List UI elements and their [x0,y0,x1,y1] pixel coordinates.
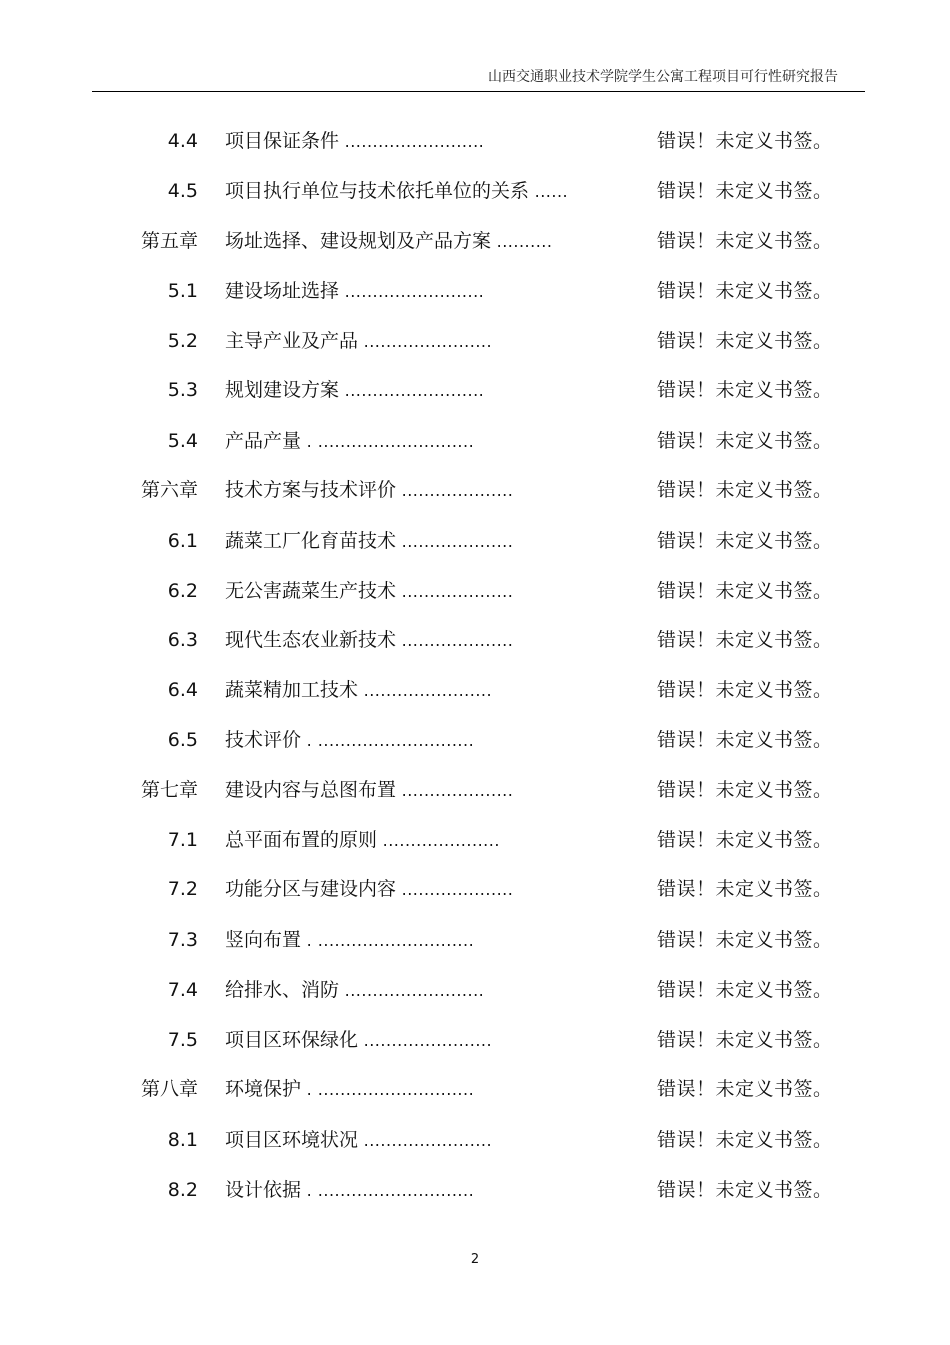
toc-entry-number: 8.1 [167,1129,198,1151]
toc-leader-dots: . ............................ [301,1080,475,1099]
toc-leader-dots: ......................... [339,132,485,151]
toc-entry-number: 6.4 [167,679,198,701]
toc-entry-number: 5.4 [167,430,198,452]
toc-entry-page: 错误！未定义书签。 [657,1179,833,1201]
toc-entry-page: 错误！未定义书签。 [657,829,833,851]
toc-leader-dots: ......................... [339,381,485,400]
toc-entry-page: 错误！未定义书签。 [657,330,833,352]
toc-entry-title: 蔬菜工厂化育苗技术 [225,530,397,552]
toc-chapter-number: 第七章 [140,779,198,801]
toc-chapter-number: 第六章 [140,479,198,501]
toc-entry-number: 5.3 [167,379,198,401]
toc-entry-page: 错误！未定义书签。 [657,530,833,552]
toc-leader-dots: ....................... [358,1131,493,1150]
toc-entry[interactable] [0,575,950,607]
toc-entry[interactable] [0,873,950,905]
toc-entry[interactable] [0,125,950,157]
toc-entry[interactable] [0,425,950,457]
toc-entry-page: 错误！未定义书签。 [657,779,833,801]
toc-entry-title: 竖向布置 [225,929,302,951]
toc-entry-number: 6.1 [167,530,198,552]
toc-entry-page: 错误！未定义书签。 [657,379,833,401]
toc-entry-number: 7.4 [167,979,198,1001]
toc-leader-dots: . ............................ [301,432,475,451]
toc-leader-dots: .................... [396,781,514,800]
toc-entry-title: 场址选择、建设规划及产品方案 [225,230,492,252]
toc-entry[interactable] [0,1174,950,1206]
toc-entry[interactable] [0,374,950,406]
toc-entry-page: 错误！未定义书签。 [657,979,833,1001]
toc-entry-number: 5.1 [167,280,198,302]
toc-entry-number: 7.5 [167,1029,198,1051]
toc-leader-dots: .................... [396,481,514,500]
toc-entry-page: 错误！未定义书签。 [657,280,833,302]
toc-entry-title: 总平面布置的原则 [225,829,378,851]
toc-entry[interactable] [0,624,950,656]
toc-entry-title: 建设内容与总图布置 [225,779,397,801]
toc-entry[interactable] [0,1024,950,1056]
toc-chapter-entry[interactable] [0,1073,950,1105]
toc-entry-page: 错误！未定义书签。 [657,580,833,602]
toc-entry[interactable] [0,674,950,706]
toc-entry-number: 6.5 [167,729,198,751]
toc-entry[interactable] [0,325,950,357]
toc-entry-title: 技术方案与技术评价 [225,479,397,501]
toc-entry-number: 8.2 [167,1179,198,1201]
toc-entry-number: 5.2 [167,330,198,352]
toc-leader-dots: ......................... [339,282,485,301]
toc-entry-title: 项目区环保绿化 [225,1029,359,1051]
toc-entry-title: 无公害蔬菜生产技术 [225,580,397,602]
toc-entry-title: 规划建设方案 [225,379,340,401]
toc-leader-dots: .................... [396,880,514,899]
toc-entry-title: 建设场址选择 [225,280,340,302]
toc-entry-page: 错误！未定义书签。 [657,1078,833,1100]
toc-entry-page: 错误！未定义书签。 [657,729,833,751]
toc-entry-title: 主导产业及产品 [225,330,359,352]
toc-leader-dots: ...... [529,182,569,201]
toc-entry-page: 错误！未定义书签。 [657,1029,833,1051]
toc-entry[interactable] [0,1124,950,1156]
toc-entry-number: 4.5 [167,180,198,202]
toc-leader-dots: ......................... [339,981,485,1000]
toc-entry-title: 设计依据 [225,1179,302,1201]
toc-entry-number: 7.3 [167,929,198,951]
page-number: 2 [470,1252,480,1267]
toc-entry-title: 现代生态农业新技术 [225,629,397,651]
toc-entry-title: 给排水、消防 [225,979,340,1001]
toc-entry-number: 4.4 [167,130,198,152]
toc-chapter-entry[interactable] [0,225,950,257]
toc-entry-number: 6.3 [167,629,198,651]
header-divider [92,91,865,92]
toc-entry[interactable] [0,724,950,756]
toc-chapter-entry[interactable] [0,774,950,806]
toc-leader-dots: ..................... [377,831,500,850]
toc-entry[interactable] [0,974,950,1006]
toc-leader-dots: .......... [491,232,553,251]
toc-leader-dots: ....................... [358,1031,493,1050]
toc-leader-dots: .................... [396,532,514,551]
toc-entry-number: 7.2 [167,878,198,900]
toc-entry-title: 项目执行单位与技术依托单位的关系 [225,180,530,202]
toc-entry-page: 错误！未定义书签。 [657,878,833,900]
toc-chapter-number: 第五章 [140,230,198,252]
toc-chapter-entry[interactable] [0,474,950,506]
toc-leader-dots: . ............................ [301,731,475,750]
toc-entry-title: 环境保护 [225,1078,302,1100]
running-header: 山西交通职业技术学院学生公寓工程项目可行性研究报告 [488,69,838,85]
toc-chapter-number: 第八章 [140,1078,198,1100]
toc-leader-dots: . ............................ [301,1181,475,1200]
toc-entry-title: 功能分区与建设内容 [225,878,397,900]
toc-entry[interactable] [0,175,950,207]
toc-entry-title: 技术评价 [225,729,302,751]
toc-entry-page: 错误！未定义书签。 [657,629,833,651]
toc-entry-title: 蔬菜精加工技术 [225,679,359,701]
toc-entry[interactable] [0,275,950,307]
toc-entry-page: 错误！未定义书签。 [657,479,833,501]
toc-entry-page: 错误！未定义书签。 [657,180,833,202]
toc-entry-page: 错误！未定义书签。 [657,679,833,701]
toc-entry-page: 错误！未定义书签。 [657,929,833,951]
toc-leader-dots: .................... [396,631,514,650]
toc-entry-number: 6.2 [167,580,198,602]
toc-entry[interactable] [0,525,950,557]
toc-entry-number: 7.1 [167,829,198,851]
toc-entry-page: 错误！未定义书签。 [657,1129,833,1151]
toc-entry-page: 错误！未定义书签。 [657,130,833,152]
toc-leader-dots: . ............................ [301,931,475,950]
toc-entry-title: 项目保证条件 [225,130,340,152]
toc-leader-dots: ....................... [358,332,493,351]
toc-entry-title: 产品产量 [225,430,302,452]
toc-leader-dots: ....................... [358,681,493,700]
toc-entry-title: 项目区环境状况 [225,1129,359,1151]
toc-entry[interactable] [0,824,950,856]
toc-entry-page: 错误！未定义书签。 [657,430,833,452]
toc-entry[interactable] [0,924,950,956]
toc-leader-dots: .................... [396,582,514,601]
toc-entry-page: 错误！未定义书签。 [657,230,833,252]
